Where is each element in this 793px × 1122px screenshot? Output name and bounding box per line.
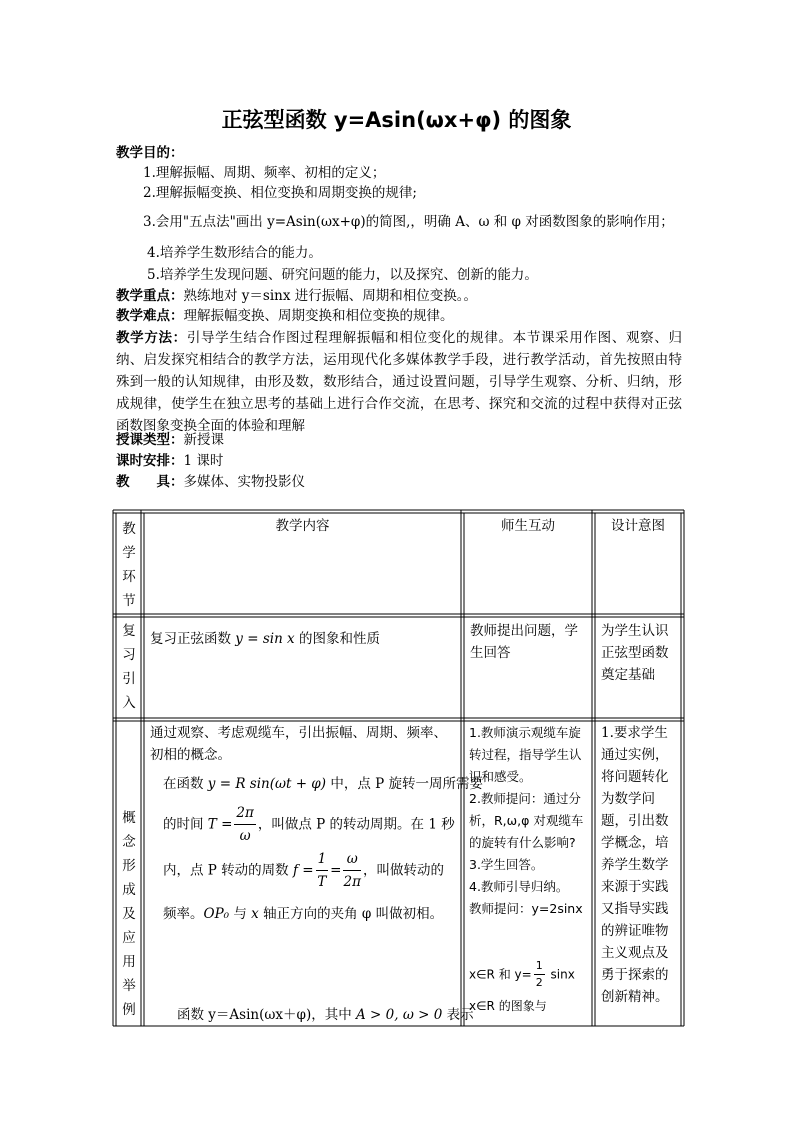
- interaction-item: 3.学生回答。: [469, 857, 544, 872]
- row1-content-text: 的图象和性质: [294, 631, 380, 647]
- page-title: 正弦型函数 y=Asin(ωx+φ) 的图象: [221, 108, 572, 132]
- row2-formula: T =: [207, 816, 233, 833]
- row2-frequency-line: [163, 848, 444, 893]
- row1-stage-char: 复: [122, 623, 136, 639]
- row2-formula-line: [163, 772, 483, 792]
- row2-stage-char: 及: [122, 906, 136, 922]
- row2-interaction: [469, 722, 587, 920]
- row2-text: 表示: [442, 1007, 474, 1023]
- fraction-denominator: ω: [239, 828, 251, 844]
- schedule-text: 1 课时: [183, 453, 224, 469]
- row2-text: 在函数: [163, 776, 208, 792]
- row1-stage-char: 引: [122, 671, 136, 687]
- row1-stage-char: 入: [122, 695, 136, 711]
- row2-formula: y = R sin(ωt + φ): [207, 776, 327, 792]
- fraction-numerator: 2π: [234, 802, 255, 825]
- row1-content-formula: y = sin x: [235, 631, 295, 647]
- row2-text: 与: [229, 906, 252, 922]
- row2-bottom-line: [177, 1003, 474, 1023]
- row2-formula: =: [330, 862, 342, 879]
- interaction-item: 2.教师提问：通过分析，R,ω,φ 对观缆车的旋转有什么影响?: [469, 791, 584, 850]
- row2-text: 函数 y＝Asin(ωx＋φ)，其中: [177, 1007, 357, 1023]
- key-point-text: 熟练地对 y＝sinx 进行振幅、周期和相位变换。。: [183, 288, 478, 304]
- fraction-denominator: 2: [535, 976, 543, 989]
- row1-stage-char: 习: [122, 647, 136, 663]
- row2-text: 中，点 P 旋转一周所需要: [326, 776, 483, 792]
- header-intent: 设计意图: [611, 518, 665, 534]
- tools-text: 多媒体、实物投影仪: [183, 474, 305, 490]
- frequency-fraction: [316, 848, 329, 893]
- lesson-type-text: 新授课: [183, 432, 224, 448]
- row2-text: ，叫做转动的: [362, 862, 444, 879]
- method-text: 引导学生结合作图过程理解振幅和相位变化的规律。本节课采用作图、观察、归纳、启发探究相结合的教学方法，运用现代化多媒体教学手段，进行教学活动，首先按照由特殊到一般的认知规律，由形及数，数形结合，通过设置问题，引导学生观察、分析、归纳，形成规律，使学生在独立思考的基础上进行合作交流，在思考、探究和交流的过程中获得对正弦函数图象变换全面的体验和理解: [116, 330, 683, 434]
- objective-item: 2.理解振幅变换、相位变换和周期变换的规律;: [143, 185, 417, 201]
- row2-period-line: [163, 802, 455, 847]
- header-content: 教学内容: [275, 518, 330, 534]
- row1-interaction: 教师提出问题，学生回答: [470, 623, 578, 661]
- row2-text: 轴正方向的夹角 φ 叫做初相。: [258, 906, 444, 922]
- key-point-label: 教学重点：: [116, 288, 184, 304]
- fraction-denominator: T: [317, 874, 327, 890]
- row2-formula: A > 0, ω > 0: [356, 1007, 443, 1023]
- interaction-text: sinx: [546, 967, 575, 982]
- period-fraction: [234, 802, 255, 847]
- header-interaction: 师生互动: [501, 518, 555, 534]
- row2-stage: [116, 806, 142, 1022]
- header-stage-char: 学: [122, 545, 136, 561]
- interaction-item: 4.教师引导归纳。: [469, 879, 569, 894]
- fraction-denominator: 2π: [343, 874, 361, 890]
- row2-formula: OP₀: [203, 906, 230, 922]
- interaction-question: 教师提问：y=2sinx: [469, 901, 583, 916]
- interaction-item: 1.教师演示观缆车旋转过程，指导学生认识和感受。: [469, 725, 582, 784]
- row1-stage: [116, 619, 142, 715]
- objective-item: 3.会用"五点法"画出 y=Asin(ωx+φ)的简图,，明确 A、ω 和 φ 对函数图象的影响作用；: [143, 214, 674, 230]
- row2-stage-char: 概: [122, 810, 136, 826]
- row2-intent: 1.要求学生通过实例，将问题转化为数学问题，引出数学概念，培养学生数学来源于实践又指导实践的辨证唯物主义观点及勇于探索的创新精神。: [601, 725, 669, 1005]
- row2-stage-char: 应: [122, 930, 136, 946]
- row2-stage-char: 成: [122, 882, 136, 898]
- lesson-type-label: 授课类型：: [116, 432, 184, 448]
- header-stage-char: 环: [122, 569, 136, 585]
- row2-phase-line: [163, 902, 443, 922]
- row2-intro: 通过观察、考虑观缆车，引出振幅、周期、频率、初相的概念。: [150, 725, 447, 763]
- objective-item: 5.培养学生发现问题、研究问题的能力，以及探究、创新的能力。: [147, 267, 538, 283]
- half-fraction: [534, 958, 545, 991]
- schedule-label: 课时安排：: [116, 453, 184, 469]
- row2-interaction-formula: [469, 958, 575, 991]
- row2-stage-char: 举: [122, 978, 136, 994]
- row2-stage-char: 例: [122, 1002, 136, 1018]
- objective-item: 4.培养学生数形结合的能力。: [147, 245, 322, 261]
- header-stage-char: 节: [122, 593, 136, 609]
- row2-text: 频率。: [163, 906, 204, 922]
- frequency-fraction: [343, 848, 360, 893]
- fraction-numerator: 1: [316, 848, 329, 871]
- row2-formula: f =: [292, 862, 314, 879]
- interaction-text: x∈R 和 y=: [469, 967, 532, 982]
- fraction-numerator: ω: [343, 848, 360, 871]
- tools-label: 教 具：: [116, 474, 184, 490]
- objective-item: 1.理解振幅、周期、频率、初相的定义；: [143, 165, 386, 181]
- row2-stage-char: 念: [122, 834, 136, 850]
- row2-formula: x: [251, 906, 259, 922]
- difficulty-label: 教学难点：: [116, 308, 184, 324]
- row1-content-text: 复习正弦函数: [150, 631, 236, 647]
- row2-text: 的时间: [163, 816, 208, 833]
- method-label: 教学方法：: [116, 330, 187, 346]
- header-stage-char: 教: [122, 521, 136, 537]
- fraction-numerator: 1: [534, 958, 545, 975]
- row1-intent: 为学生认识正弦型函数奠定基础: [601, 623, 669, 683]
- difficulty-text: 理解振幅变换、周期变换和相位变换的规律。: [183, 308, 454, 324]
- row2-stage-char: 用: [122, 954, 136, 970]
- objectives-heading: 教学目的：: [116, 145, 184, 161]
- row2-text: 内，点 P 转动的周数: [163, 862, 293, 879]
- row1-content: [150, 628, 455, 650]
- row2-text: ，叫做点 P 的转动周期。在 1 秒: [257, 816, 455, 833]
- row2-interaction-tail: x∈R 的图象与: [469, 999, 547, 1013]
- row2-stage-char: 形: [122, 858, 136, 874]
- header-stage: [116, 517, 142, 613]
